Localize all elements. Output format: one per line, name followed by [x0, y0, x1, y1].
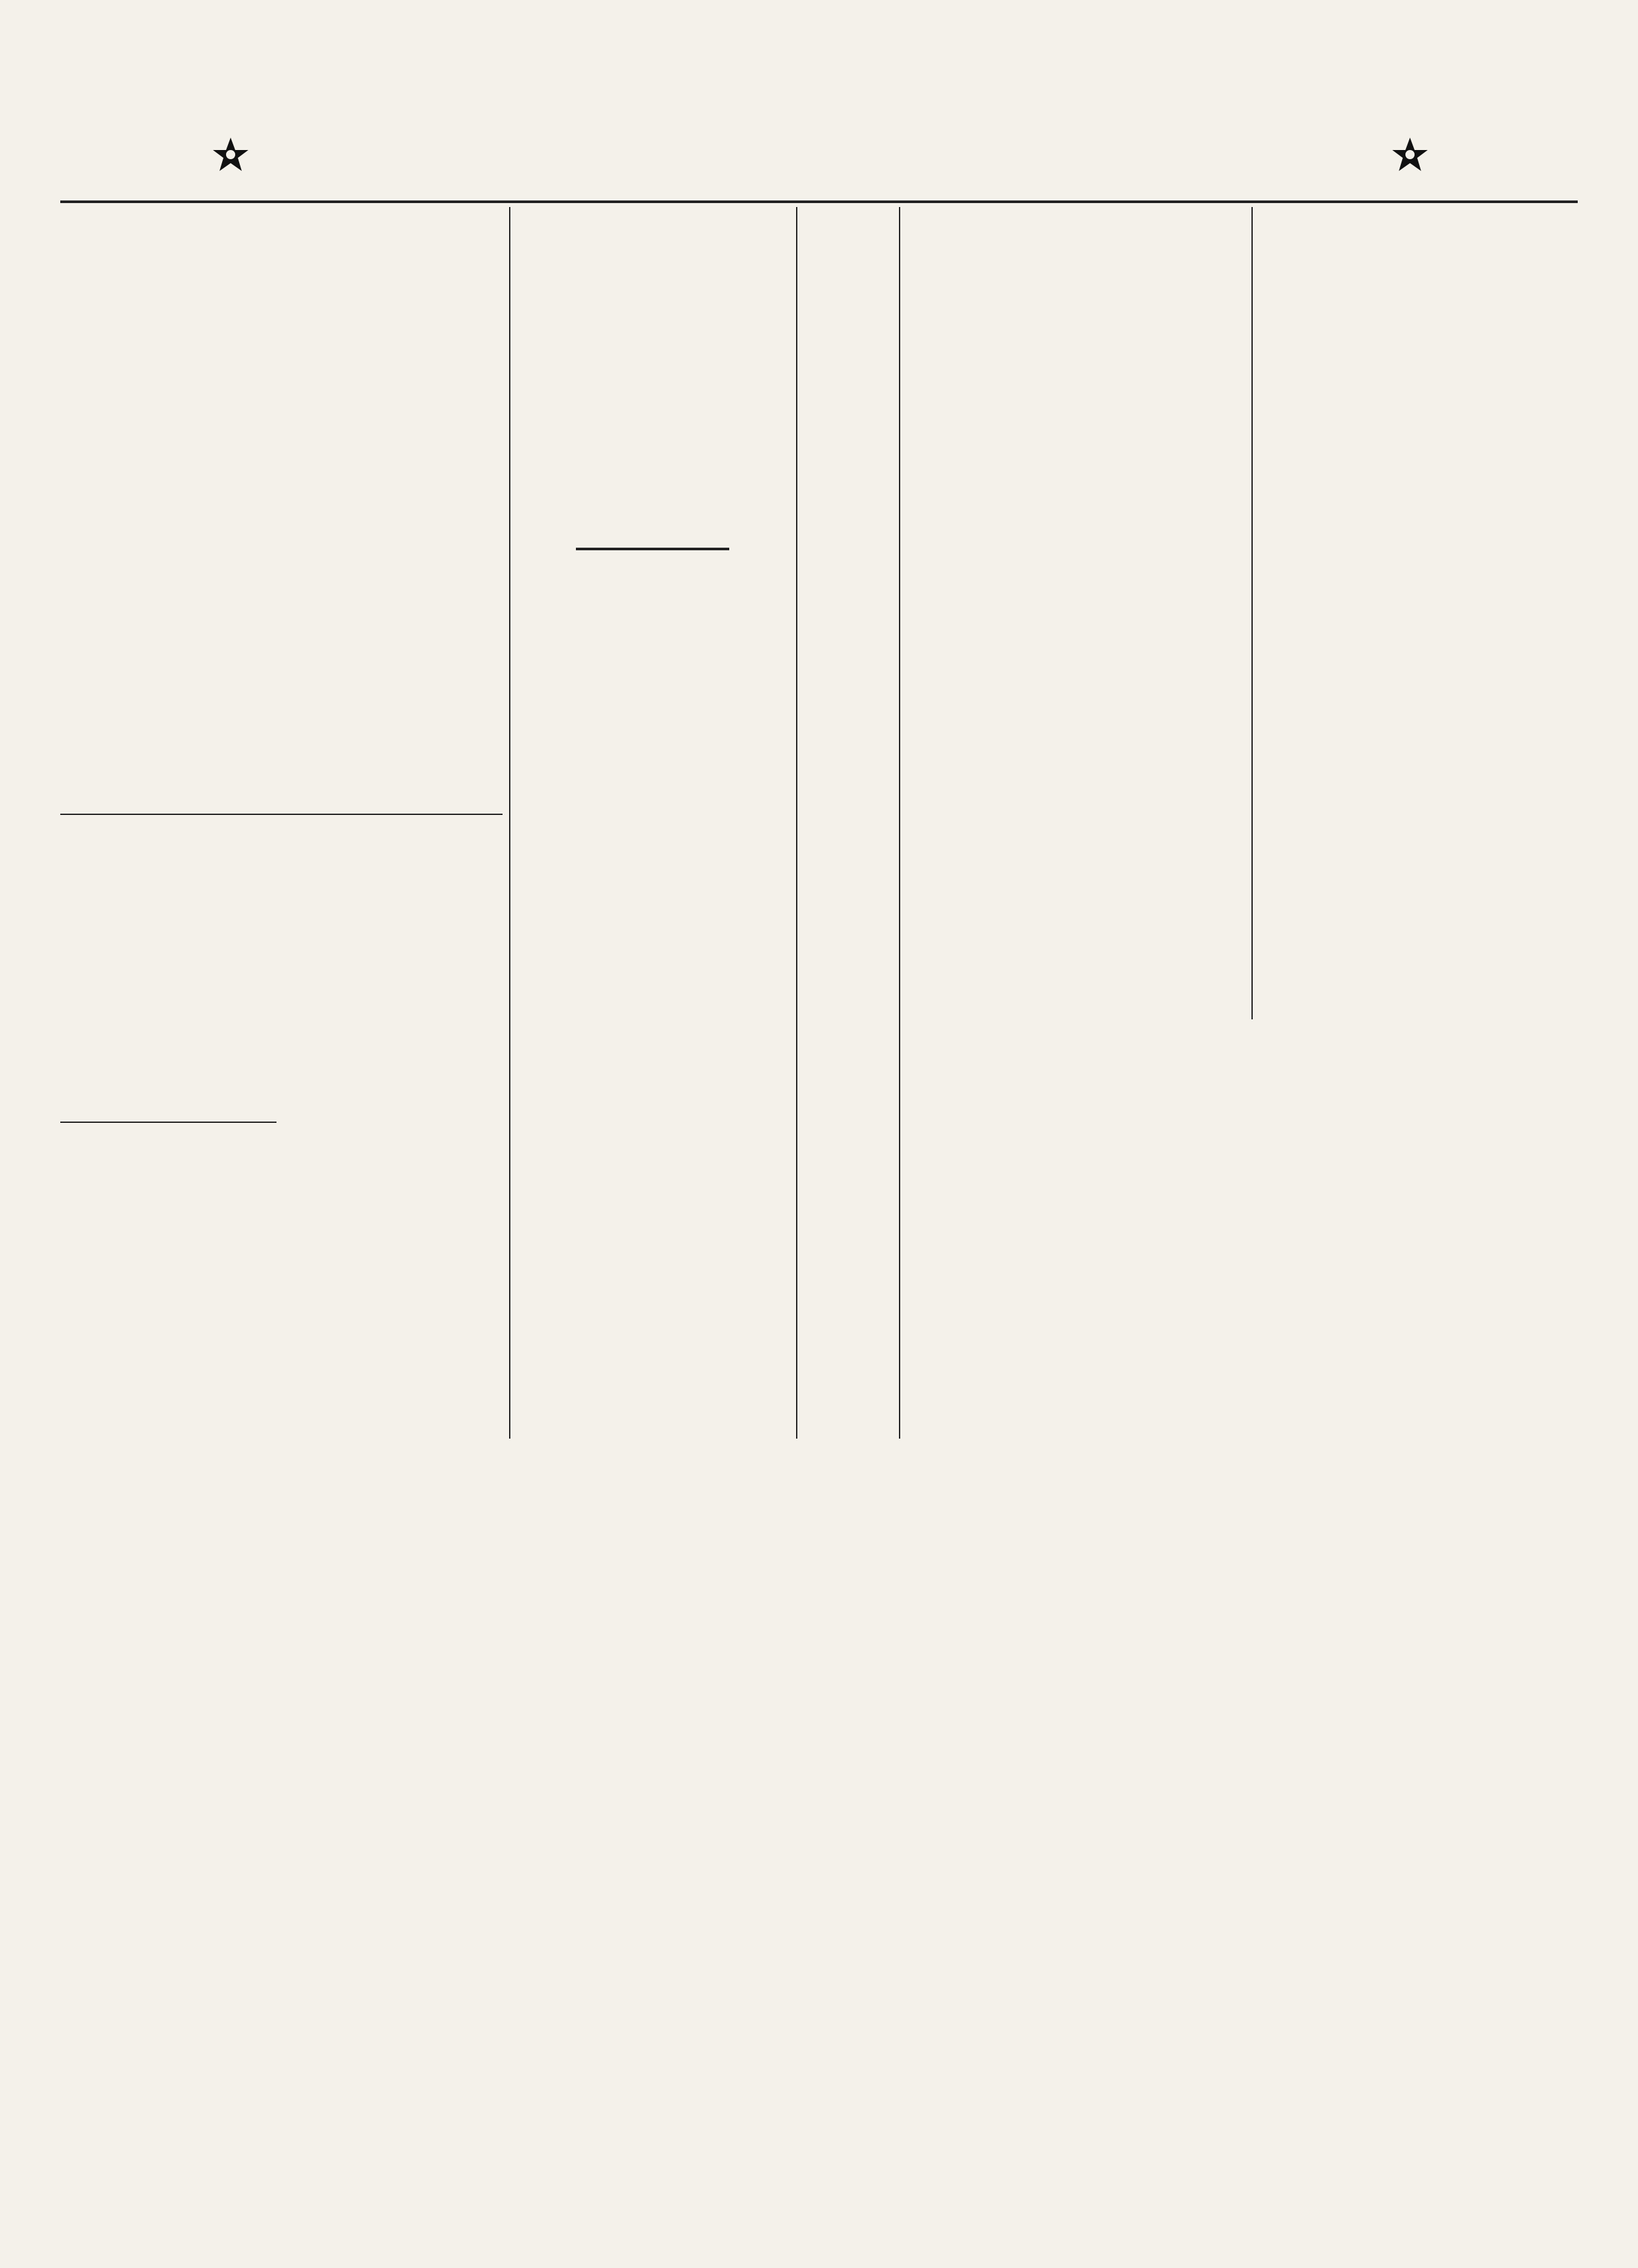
section-banner — [60, 115, 1578, 194]
body-text — [521, 1136, 746, 1234]
column-label — [576, 548, 729, 550]
star-left-icon — [211, 135, 250, 174]
body-text — [287, 828, 503, 1064]
article-casenove — [60, 1127, 276, 1435]
column-rule — [1251, 207, 1253, 1019]
body-text — [60, 828, 276, 1064]
body-text — [657, 557, 790, 1042]
body-text — [60, 1131, 276, 1367]
masthead-rule — [60, 200, 1578, 203]
body-text — [287, 221, 503, 529]
star-right-icon — [1390, 135, 1430, 174]
column-3-articles — [803, 207, 894, 1439]
column-rule — [796, 207, 797, 1439]
column-rule — [899, 207, 900, 1439]
body-text — [60, 221, 276, 811]
article-serenita — [60, 819, 503, 1120]
body-text — [287, 1136, 512, 1352]
divider — [60, 1122, 276, 1123]
article-cultura — [516, 548, 790, 1124]
body-text — [516, 338, 790, 469]
body-text — [516, 207, 790, 331]
divider — [60, 814, 503, 815]
article-memorandum — [655, 1284, 790, 1291]
body-text — [516, 557, 648, 747]
article-giubileo — [287, 1127, 746, 1435]
article-barb-continued — [516, 207, 790, 508]
